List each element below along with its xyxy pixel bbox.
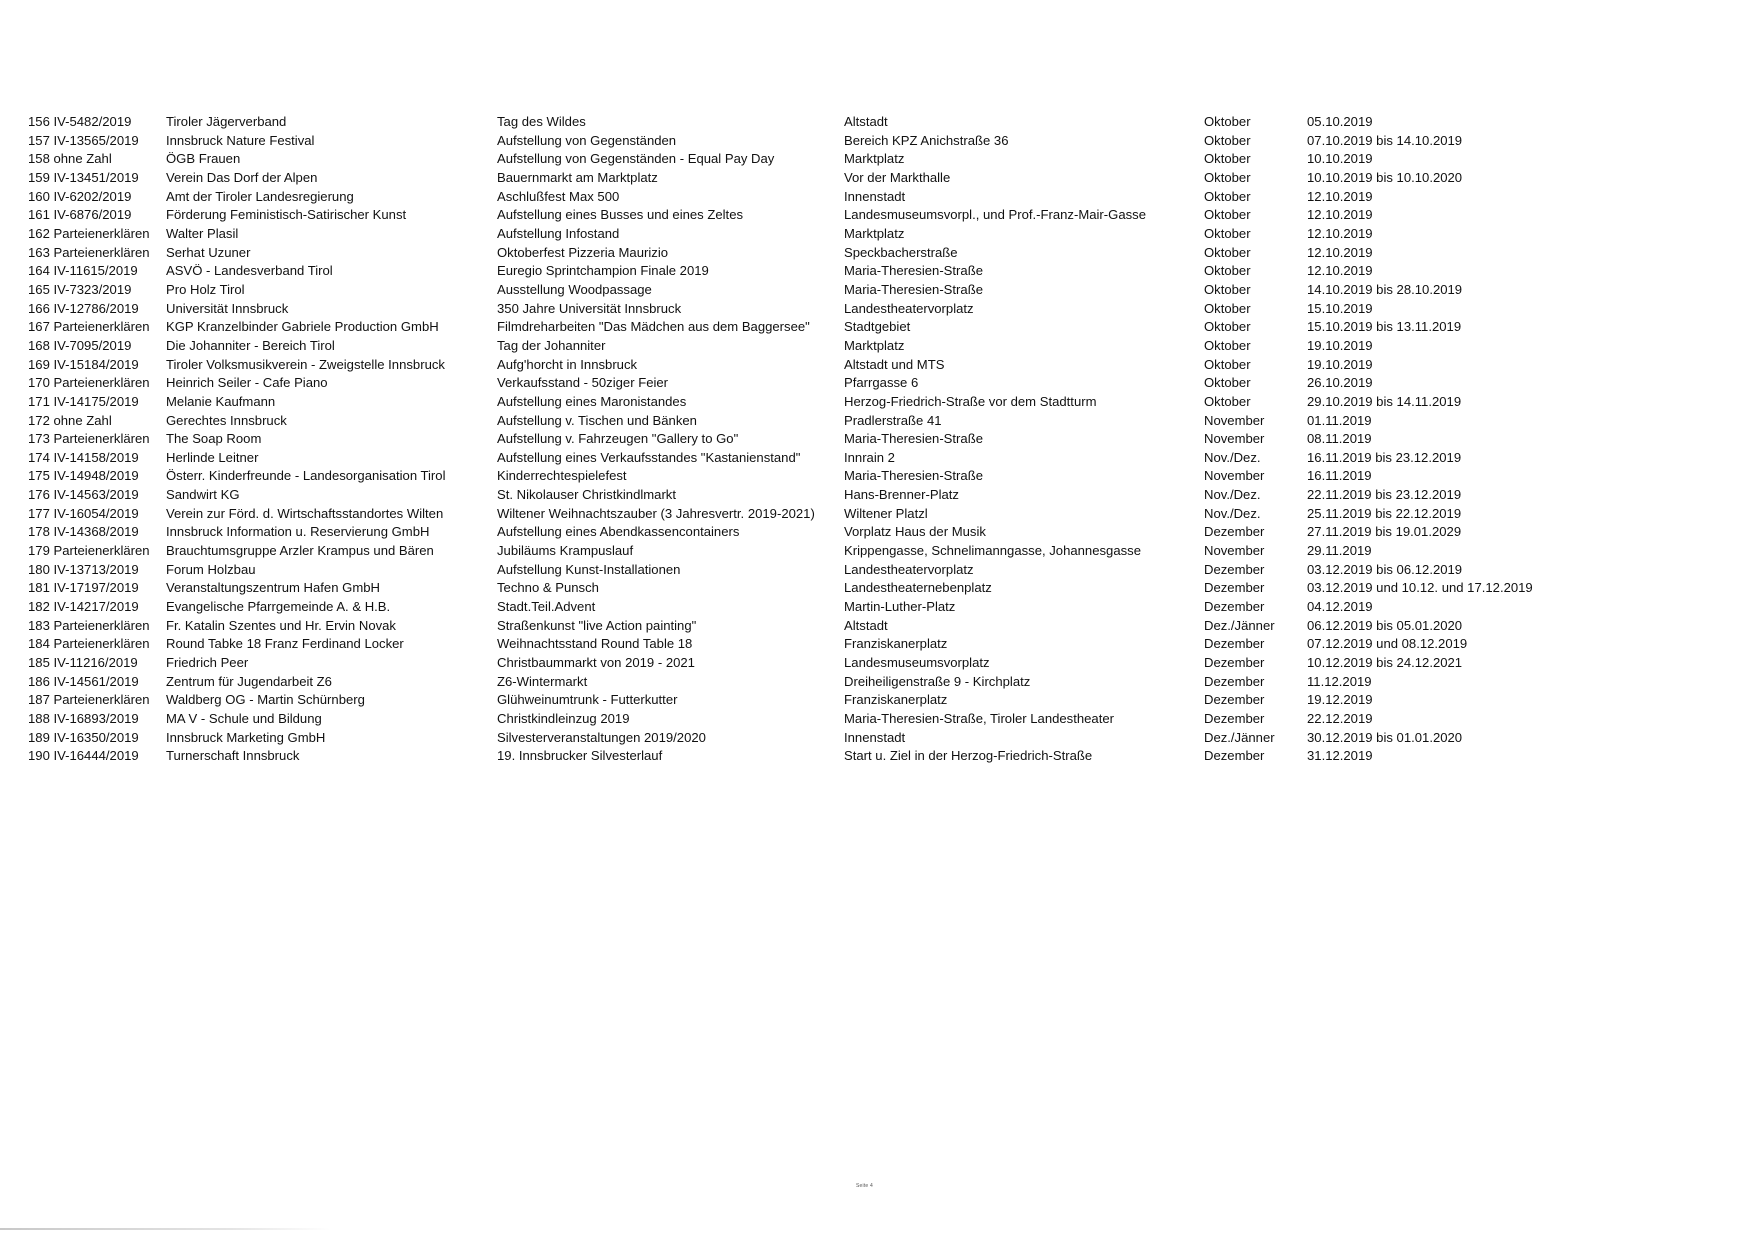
cell-month: November (1204, 412, 1265, 428)
cell-date: 06.12.2019 bis 05.01.2020 (1307, 617, 1463, 633)
cell-month: Oktober (1204, 132, 1251, 148)
page-number: Seite 4 (856, 1183, 873, 1189)
cell-location: Landestheatervorplatz (844, 300, 974, 316)
cell-event-title: St. Nikolauser Christkindlmarkt (497, 487, 676, 503)
cell-month: Oktober (1204, 151, 1251, 167)
cell-month: Oktober (1204, 188, 1251, 204)
cell-organizer: Innsbruck Marketing GmbH (166, 729, 326, 745)
cell-date: 22.12.2019 (1307, 711, 1373, 726)
cell-date: 27.11.2019 bis 19.01.2029 (1307, 524, 1462, 540)
cell-location: Altstadt und MTS (844, 356, 945, 372)
table-row (28, 132, 1627, 151)
cell-date: 12.10.2019 (1307, 263, 1373, 279)
cell-date: 10.12.2019 bis 24.12.2021 (1307, 655, 1463, 671)
table-row (28, 598, 1627, 617)
cell-event-title: Aufstellung eines Verkaufsstandes "Kastanienstand" (497, 449, 801, 465)
cell-event-title: Stadt.Teil.Advent (497, 599, 596, 615)
table-row (28, 244, 1627, 263)
cell-number: 186 IV-14561/2019 (28, 673, 139, 689)
cell-organizer: Österr. Kinderfreunde - Landesorganisation Tirol (166, 468, 446, 484)
table-row (28, 486, 1627, 505)
cell-number: 172 ohne Zahl (28, 412, 112, 428)
cell-number: 176 IV-14563/2019 (28, 487, 139, 503)
cell-organizer: ASVÖ - Landesverband Tirol (166, 263, 333, 279)
cell-location: Franziskanerplatz (844, 636, 948, 652)
cell-number: 158 ohne Zahl (28, 151, 112, 167)
cell-number: 163 Parteienerklären (28, 244, 150, 260)
cell-organizer: Innsbruck Nature Festival (166, 132, 315, 148)
cell-date: 12.10.2019 (1307, 244, 1373, 260)
cell-number: 184 Parteienerklären (28, 636, 150, 652)
cell-event-title: Aufstellung v. Fahrzeugen "Gallery to Go" (497, 431, 739, 447)
cell-number: 182 IV-14217/2019 (28, 599, 139, 615)
cell-date: 19.10.2019 (1307, 356, 1373, 372)
table-row (28, 542, 1627, 561)
scan-edge-line (0, 1228, 330, 1230)
cell-number: 167 Parteienerklären (28, 319, 150, 335)
cell-number: 180 IV-13713/2019 (28, 561, 139, 577)
cell-location: Altstadt (844, 617, 888, 633)
cell-organizer: Verein Das Dorf der Alpen (166, 169, 318, 185)
table-row (28, 206, 1627, 225)
cell-number: 171 IV-14175/2019 (28, 393, 139, 409)
cell-location: Maria-Theresien-Straße (844, 431, 983, 447)
cell-location: Altstadt (844, 114, 888, 129)
cell-organizer: Amt der Tiroler Landesregierung (166, 188, 354, 204)
table-row (28, 579, 1627, 598)
cell-date: 29.10.2019 bis 14.11.2019 (1307, 393, 1462, 409)
cell-organizer: Pro Holz Tirol (166, 281, 245, 297)
cell-location: Maria-Theresien-Straße (844, 281, 983, 297)
cell-number: 160 IV-6202/2019 (28, 188, 132, 204)
cell-number: 185 IV-11216/2019 (28, 655, 138, 671)
cell-date: 10.10.2019 bis 10.10.2020 (1307, 169, 1463, 185)
cell-organizer: Universität Innsbruck (166, 300, 289, 316)
cell-organizer: Waldberg OG - Martin Schürnberg (166, 692, 365, 708)
cell-organizer: Evangelische Pfarrgemeinde A. & H.B. (166, 599, 391, 615)
cell-event-title: 19. Innsbrucker Silvesterlauf (497, 748, 663, 764)
cell-organizer: KGP Kranzelbinder Gabriele Production GmbH (166, 319, 439, 335)
cell-date: 07.12.2019 und 08.12.2019 (1307, 636, 1468, 652)
cell-event-title: Bauernmarkt am Marktplatz (497, 169, 658, 185)
cell-location: Speckbacherstraße (844, 244, 958, 260)
cell-month: Dezember (1204, 561, 1265, 577)
cell-date: 01.11.2019 (1307, 412, 1372, 428)
cell-date: 05.10.2019 (1307, 114, 1373, 129)
cell-organizer: Veranstaltungszentrum Hafen GmbH (166, 580, 380, 596)
cell-organizer: Herlinde Leitner (166, 449, 259, 465)
cell-number: 159 IV-13451/2019 (28, 169, 139, 185)
cell-number: 181 IV-17197/2019 (28, 580, 139, 596)
table-row (28, 281, 1627, 300)
cell-date: 19.10.2019 (1307, 337, 1373, 353)
cell-organizer: Tiroler Jägerverband (166, 114, 287, 129)
cell-location: Landesmuseumsvorpl., und Prof.-Franz-Mair-Gasse (844, 207, 1146, 223)
cell-number: 169 IV-15184/2019 (28, 356, 139, 372)
cell-event-title: Aufg'horcht in Innsbruck (497, 356, 638, 372)
cell-month: November (1204, 543, 1265, 559)
cell-date: 12.10.2019 (1307, 207, 1373, 223)
cell-location: Marktplatz (844, 225, 905, 241)
cell-event-title: Aufstellung eines Maronistandes (497, 393, 687, 409)
cell-location: Wiltener Platzl (844, 505, 928, 521)
cell-event-title: Wiltener Weihnachtszauber (3 Jahresvertr. 2019-2021) (497, 505, 815, 521)
table-row (28, 729, 1627, 748)
cell-month: Oktober (1204, 393, 1251, 409)
table-row (28, 412, 1627, 431)
cell-number: 190 IV-16444/2019 (28, 748, 139, 764)
table-row (28, 747, 1627, 766)
cell-location: Pfarrgasse 6 (844, 375, 919, 391)
cell-location: Landestheatervorplatz (844, 561, 974, 577)
table-row (28, 467, 1627, 486)
cell-number: 174 IV-14158/2019 (28, 449, 139, 465)
cell-number: 156 IV-5482/2019 (28, 114, 132, 129)
cell-location: Vorplatz Haus der Musik (844, 524, 986, 540)
cell-month: Dezember (1204, 599, 1265, 615)
cell-event-title: Weihnachtsstand Round Table 18 (497, 636, 693, 652)
cell-number: 166 IV-12786/2019 (28, 300, 139, 316)
table-row (28, 262, 1627, 281)
cell-number: 170 Parteienerklären (28, 375, 150, 391)
cell-date: 30.12.2019 bis 01.01.2020 (1307, 729, 1463, 745)
cell-date: 08.11.2019 (1307, 431, 1372, 447)
cell-location: Vor der Markthalle (844, 169, 951, 185)
cell-date: 04.12.2019 (1307, 599, 1373, 615)
cell-month: Oktober (1204, 244, 1251, 260)
cell-location: Herzog-Friedrich-Straße vor dem Stadtturm (844, 393, 1097, 409)
cell-number: 189 IV-16350/2019 (28, 729, 139, 745)
cell-date: 26.10.2019 (1307, 375, 1373, 391)
cell-location: Innenstadt (844, 188, 906, 204)
cell-event-title: Aufstellung Infostand (497, 225, 620, 241)
cell-date: 12.10.2019 (1307, 225, 1373, 241)
cell-number: 179 Parteienerklären (28, 543, 150, 559)
cell-number: 187 Parteienerklären (28, 692, 150, 708)
cell-month: Oktober (1204, 337, 1251, 353)
cell-date: 11.12.2019 (1307, 673, 1372, 689)
cell-number: 168 IV-7095/2019 (28, 337, 132, 353)
cell-month: Dezember (1204, 580, 1265, 596)
cell-event-title: Aufstellung Kunst-Installationen (497, 561, 681, 577)
cell-organizer: Förderung Feministisch-Satirischer Kunst (166, 207, 407, 223)
cell-month: Nov./Dez. (1204, 449, 1261, 465)
table-row (28, 356, 1627, 375)
cell-event-title: Techno & Punsch (497, 580, 599, 596)
cell-month: Dez./Jänner (1204, 617, 1275, 633)
cell-month: Oktober (1204, 207, 1251, 223)
cell-event-title: Tag des Wildes (497, 114, 586, 129)
cell-date: 03.12.2019 und 10.12. und 17.12.2019 (1307, 580, 1533, 596)
cell-event-title: Silvesterveranstaltungen 2019/2020 (497, 729, 706, 745)
cell-date: 22.11.2019 bis 23.12.2019 (1307, 487, 1462, 503)
cell-date: 14.10.2019 bis 28.10.2019 (1307, 281, 1463, 297)
cell-location: Marktplatz (844, 337, 905, 353)
cell-event-title: Euregio Sprintchampion Finale 2019 (497, 263, 709, 279)
table-row (28, 505, 1627, 524)
cell-organizer: Fr. Katalin Szentes und Hr. Ervin Novak (166, 617, 396, 633)
cell-location: Innenstadt (844, 729, 906, 745)
cell-number: 188 IV-16893/2019 (28, 711, 139, 726)
cell-organizer: Turnerschaft Innsbruck (166, 748, 300, 764)
cell-event-title: Verkaufsstand - 50ziger Feier (497, 375, 669, 391)
cell-organizer: MA V - Schule und Bildung (166, 711, 322, 726)
cell-date: 16.11.2019 (1307, 468, 1372, 484)
cell-number: 183 Parteienerklären (28, 617, 150, 633)
cell-month: Oktober (1204, 300, 1251, 316)
cell-date: 19.12.2019 (1307, 692, 1373, 708)
cell-number: 178 IV-14368/2019 (28, 524, 139, 540)
cell-organizer: The Soap Room (166, 431, 262, 447)
cell-location: Start u. Ziel in der Herzog-Friedrich-Straße (844, 748, 1093, 764)
cell-organizer: Melanie Kaufmann (166, 393, 276, 409)
table-row (28, 561, 1627, 580)
cell-month: Dezember (1204, 748, 1265, 764)
cell-number: 177 IV-16054/2019 (28, 505, 139, 521)
cell-organizer: ÖGB Frauen (166, 151, 241, 167)
cell-event-title: Aufstellung von Gegenständen (497, 132, 677, 148)
cell-month: Oktober (1204, 114, 1251, 129)
cell-date: 15.10.2019 bis 13.11.2019 (1307, 319, 1462, 335)
table-row (28, 635, 1627, 654)
cell-location: Landestheaternebenplatz (844, 580, 992, 596)
table-row (28, 449, 1627, 468)
table-row (28, 225, 1627, 244)
cell-organizer: Forum Holzbau (166, 561, 256, 577)
cell-location: Landesmuseumsvorplatz (844, 655, 990, 671)
cell-location: Marktplatz (844, 151, 905, 167)
cell-month: Oktober (1204, 281, 1251, 297)
cell-event-title: Aufstellung v. Tischen und Bänken (497, 412, 697, 428)
cell-date: 16.11.2019 bis 23.12.2019 (1307, 449, 1462, 465)
cell-event-title: 350 Jahre Universität Innsbruck (497, 300, 682, 316)
cell-month: Oktober (1204, 169, 1251, 185)
cell-number: 175 IV-14948/2019 (28, 468, 139, 484)
cell-number: 165 IV-7323/2019 (28, 281, 132, 297)
cell-date: 25.11.2019 bis 22.12.2019 (1307, 505, 1462, 521)
cell-organizer: Friedrich Peer (166, 655, 249, 671)
cell-date: 15.10.2019 (1307, 300, 1373, 316)
cell-location: Hans-Brenner-Platz (844, 487, 959, 503)
table-row (28, 318, 1627, 337)
cell-organizer: Innsbruck Information u. Reservierung GmbH (166, 524, 430, 540)
table-row (28, 523, 1627, 542)
cell-date: 29.11.2019 (1307, 543, 1372, 559)
cell-event-title: Filmdreharbeiten "Das Mädchen aus dem Baggersee" (497, 319, 810, 335)
table-row (28, 169, 1627, 188)
cell-number: 157 IV-13565/2019 (28, 132, 139, 148)
cell-month: Oktober (1204, 225, 1251, 241)
cell-event-title: Jubiläums Krampuslauf (497, 543, 634, 559)
cell-date: 07.10.2019 bis 14.10.2019 (1307, 132, 1463, 148)
table-row (28, 691, 1627, 710)
cell-event-title: Ausstellung Woodpassage (497, 281, 652, 297)
cell-location: Stadtgebiet (844, 319, 911, 335)
table-row (28, 654, 1627, 673)
cell-organizer: Die Johanniter - Bereich Tirol (166, 337, 335, 353)
cell-event-title: Kinderrechtespielefest (497, 468, 627, 484)
cell-event-title: Straßenkunst "live Action painting" (497, 617, 697, 633)
cell-month: Dezember (1204, 673, 1265, 689)
cell-location: Innrain 2 (844, 449, 895, 465)
cell-organizer: Sandwirt KG (166, 487, 240, 503)
cell-month: Oktober (1204, 319, 1251, 335)
cell-organizer: Round Tabke 18 Franz Ferdinand Locker (166, 636, 404, 652)
cell-date: 03.12.2019 bis 06.12.2019 (1307, 561, 1463, 577)
cell-event-title: Aufstellung eines Abendkassencontainers (497, 524, 740, 540)
cell-date: 10.10.2019 (1307, 151, 1373, 167)
table-row (28, 150, 1627, 169)
cell-location: Franziskanerplatz (844, 692, 948, 708)
table-row (28, 337, 1627, 356)
cell-month: Dezember (1204, 692, 1265, 708)
cell-month: Oktober (1204, 375, 1251, 391)
table-row (28, 393, 1627, 412)
cell-organizer: Heinrich Seiler - Cafe Piano (166, 375, 328, 391)
cell-location: Maria-Theresien-Straße (844, 468, 983, 484)
cell-location: Pradlerstraße 41 (844, 412, 942, 428)
cell-month: Nov./Dez. (1204, 487, 1261, 503)
table-row (28, 113, 1627, 132)
cell-month: November (1204, 431, 1265, 447)
cell-number: 173 Parteienerklären (28, 431, 150, 447)
cell-number: 164 IV-11615/2019 (28, 263, 138, 279)
cell-location: Maria-Theresien-Straße, Tiroler Landestheater (844, 711, 1114, 726)
cell-event-title: Oktoberfest Pizzeria Maurizio (497, 244, 669, 260)
cell-number: 161 IV-6876/2019 (28, 207, 132, 223)
cell-organizer: Verein zur Förd. d. Wirtschaftsstandortes Wilten (166, 505, 444, 521)
cell-location: Dreiheiligenstraße 9 - Kirchplatz (844, 673, 1031, 689)
cell-event-title: Z6-Wintermarkt (497, 673, 588, 689)
cell-location: Martin-Luther-Platz (844, 599, 956, 615)
cell-event-title: Glühweinumtrunk - Futterkutter (497, 692, 678, 708)
cell-event-title: Aschlußfest Max 500 (497, 188, 620, 204)
cell-organizer: Tiroler Volksmusikverein - Zweigstelle Innsbruck (166, 356, 445, 372)
cell-organizer: Serhat Uzuner (166, 244, 251, 260)
cell-date: 12.10.2019 (1307, 188, 1373, 204)
table-row (28, 300, 1627, 319)
cell-month: Nov./Dez. (1204, 505, 1261, 521)
cell-number: 162 Parteienerklären (28, 225, 150, 241)
events-table-body (28, 113, 1627, 766)
cell-month: November (1204, 468, 1265, 484)
cell-date: 31.12.2019 (1307, 748, 1373, 764)
cell-month: Dezember (1204, 636, 1265, 652)
cell-event-title: Aufstellung eines Busses und eines Zeltes (497, 207, 744, 223)
cell-event-title: Tag der Johanniter (497, 337, 606, 353)
cell-location: Bereich KPZ Anichstraße 36 (844, 132, 1009, 148)
table-row (28, 673, 1627, 692)
cell-location: Krippengasse, Schnelimanngasse, Johannesgasse (844, 543, 1141, 559)
cell-event-title: Aufstellung von Gegenständen - Equal Pay Day (497, 151, 775, 167)
cell-location: Maria-Theresien-Straße (844, 263, 983, 279)
events-table (28, 113, 1627, 766)
cell-month: Oktober (1204, 263, 1251, 279)
cell-organizer: Walter Plasil (166, 225, 239, 241)
table-row (28, 374, 1627, 393)
table-row (28, 617, 1627, 636)
cell-month: Dezember (1204, 711, 1265, 726)
cell-month: Oktober (1204, 356, 1251, 372)
cell-month: Dezember (1204, 524, 1265, 540)
cell-month: Dezember (1204, 655, 1265, 671)
cell-organizer: Brauchtumsgruppe Arzler Krampus und Bären (166, 543, 434, 559)
table-row (28, 430, 1627, 449)
table-row (28, 188, 1627, 207)
cell-event-title: Christkindleinzug 2019 (497, 711, 630, 726)
cell-event-title: Christbaummarkt von 2019 - 2021 (497, 655, 695, 671)
cell-organizer: Zentrum für Jugendarbeit Z6 (166, 673, 332, 689)
table-row (28, 710, 1627, 729)
cell-month: Dez./Jänner (1204, 729, 1275, 745)
cell-organizer: Gerechtes Innsbruck (166, 412, 287, 428)
